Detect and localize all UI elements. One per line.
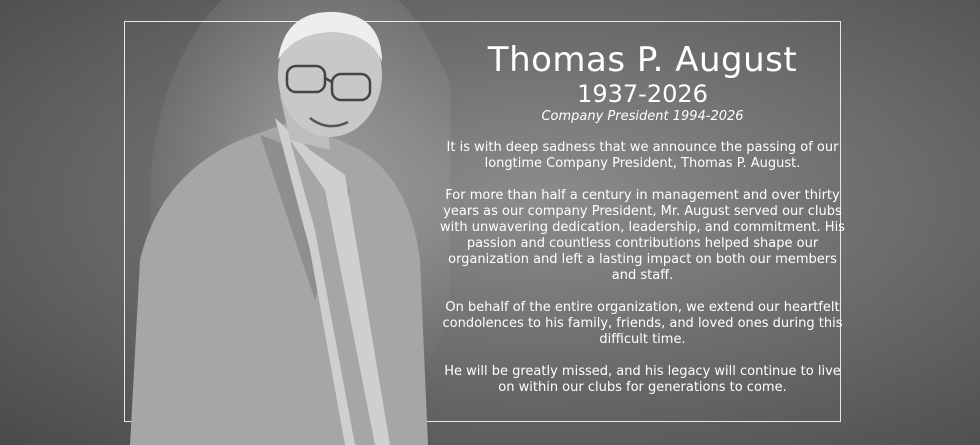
legacy-paragraph: He will be greatly missed, and his legacy will continue to live on within our clubs for generations to come.	[444, 364, 841, 395]
portrait-photo	[110, 0, 450, 445]
memorial-years: 1937-2026	[577, 80, 708, 108]
condolences-paragraph: On behalf of the entire organization, we extend our heartfelt condolences to his family, friends, and loved ones during this difficult time.	[442, 300, 843, 347]
memorial-text	[440, 40, 845, 412]
memorial-role: Company President 1994-2026	[541, 109, 744, 124]
memorial-name: Thomas P. August	[487, 40, 798, 80]
announcement-paragraph: It is with deep sadness that we announce the passing of our longtime Company President, Thomas P. August.	[446, 140, 839, 171]
career-paragraph: For more than half a century in management and over thirty years as our company President, Mr. August served our clubs with unwavering dedication, leadership, and commitment. His passion and countless contributions helped shape our organization and left a lasting impact on both our members and staff.	[440, 188, 845, 283]
